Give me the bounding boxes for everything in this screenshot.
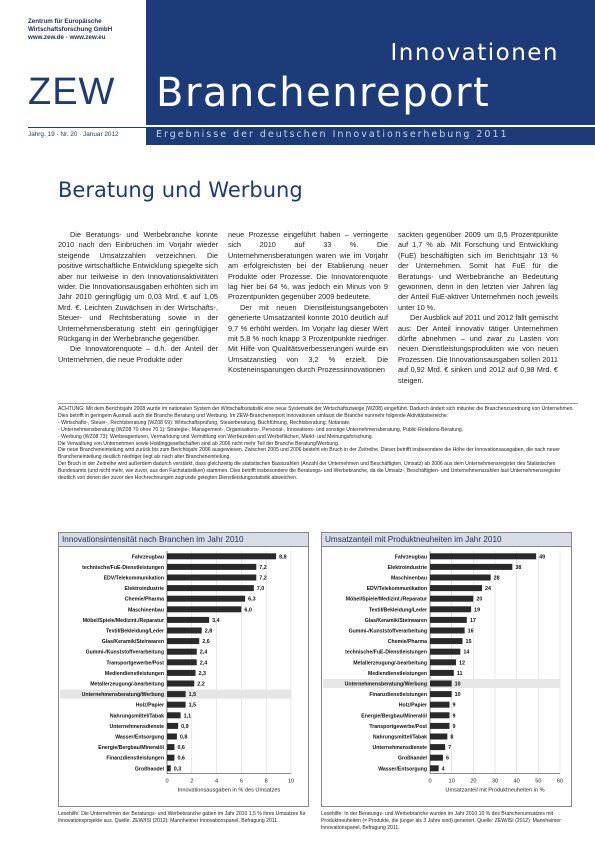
zew-logo: ZEW: [28, 71, 116, 113]
methodology-notice: [58, 403, 578, 482]
data-label: 19: [474, 607, 481, 614]
category-label: Möbel/Spiele/Medizint./Reparatur: [345, 596, 427, 603]
data-label: 2,4: [199, 660, 208, 667]
bar: [430, 681, 452, 687]
report-title-small: Innovationen: [390, 40, 559, 66]
paragraph: sackten gegenüber 2009 um 0,5 Prozentpunkte auf 1,7 % ab. Mit Forschung und Entwicklung (FuE) beschäftigten sich im Berichtsjahr 13 % der Unternehmen. Somit hat FuE für die Beratungs- und Werbebranche an Bedeutung gewonnen, denn in den letzten vier Jahren lag der Anteil FuE-aktiver Unternehmen noch jeweils unter 10 %.: [398, 230, 558, 312]
data-label: 2,2: [197, 681, 205, 688]
category-label: Unternehmensberatung/Werbung: [344, 681, 427, 688]
category-label: Metallerzeugung/-bearbeitung: [90, 681, 164, 688]
category-label: Maschinenbau: [127, 607, 164, 614]
category-label: Mediendienstleistungen: [367, 670, 427, 677]
org-url[interactable]: www.zew.de · www.zew.eu: [28, 34, 106, 41]
bar: [167, 585, 254, 591]
data-label: 9: [452, 702, 456, 709]
data-label: 1,5: [188, 692, 197, 699]
bar: [430, 585, 482, 591]
bar: [430, 734, 447, 740]
data-label: 28: [493, 575, 500, 582]
paragraph: Der Ausblick auf 2011 und 2012 fällt gemischt aus: Der Anteil innovativ tätiger Unternehmen dürfte abnehmen – und zwar zu Lasten von neuen Dienstleistungsprodukten wie von neuen Prozessen. Die Innovationsausgaben sollen 2011 auf 0,92 Mrd. € sinken und 2012 auf 0,98 Mrd. € steigen.: [398, 313, 558, 385]
bar: [167, 606, 241, 612]
bar: [167, 712, 181, 718]
data-label: 2,3: [198, 670, 207, 677]
data-label: 0,8: [179, 734, 188, 741]
data-label: 8,8: [279, 554, 287, 561]
category-label: technische/FuE-Dienstleistungen: [345, 649, 427, 656]
category-label: Maschinenbau: [390, 575, 427, 582]
x-tick-label: 4: [215, 778, 219, 785]
category-label: Unternehmensberatung/Werbung: [81, 692, 164, 699]
notice-line: Die neue Brancheneinteilung wird zurück bis zum Berichtsjahr 2006 ausgewiesen. Zwischen 2005 und 2006 besteht ein Bruch in der Zeitreihe. Dieser betrifft insbesondere die Höhe der Innovationsausgaben, die nach neuer Brancheneinteilung deutlich niedriger liegt als nach alter Brancheneinteilung.: [58, 447, 560, 461]
organization-block: [28, 18, 146, 42]
bar: [167, 659, 197, 665]
data-label: 2,8: [204, 628, 213, 635]
x-axis-label: Umsatzanteil mit Produktneuheiten in %: [445, 787, 545, 794]
bar: [430, 575, 491, 581]
category-label: Möbel/Spiele/Medizint./Reparatur: [82, 617, 164, 624]
category-label: Unternehmensdienste: [372, 745, 427, 752]
x-axis-label: Innovationsausgaben in % des Umsatzes: [177, 787, 281, 794]
data-label: 0,9: [181, 723, 189, 730]
notice-line: ACHTUNG: Mit dem Berichtsjahr 2008 wurde im nationalen System der Wirtschaftsstatistik eine neue Systematik der Wirtschaftszweige (WZ08) eingeführt. Dadurch ändert sich mitunter die Branchenzuordnung von Unternehmen. Dies betrifft in geringem Ausmaß auch die Branche Beratung und Werbung. Im ZEW-Branchenreport Innovationen umfasst die Branche nunmehr folgende Aktivitätsbereiche:: [58, 406, 574, 419]
notice-line: - Wirtschafts-, Steuer-, Rechtsberatung (WZ08 69): Wirtschaftsprüfung, Steuerberatung, Buchführung, Rechtsberatung, Notariate.: [58, 419, 351, 426]
data-label: 7,2: [259, 575, 267, 582]
category-label: Fahrzeugbau: [394, 554, 427, 561]
paragraph: Der mit neuen Dienstleistungsangeboten generierte Umsatzanteil konnte 2010 deutlich auf 9,7 % erhöht werden. Im Vorjahr lag dieser Wert mit 5,8 % noch knapp 3 Prozentpunkte niedriger. Mit Hilfe von Qualitätsverbesserungen wurde ein Umsatzanstieg von 3,2 % erzielt. Die Kosteneinsparungen durch Prozessinnovationen: [228, 302, 388, 375]
bar: [167, 596, 245, 602]
x-tick-label: 20: [470, 778, 477, 785]
bar: [167, 681, 194, 687]
bar: [430, 691, 452, 697]
bar: [430, 638, 463, 644]
bar: [167, 575, 256, 581]
bar: [167, 723, 178, 729]
data-label: 7: [448, 745, 452, 752]
data-label: 7,0: [256, 586, 265, 593]
bar: [430, 649, 460, 655]
x-tick-label: 10: [448, 778, 455, 785]
category-label: Chemie/Pharma: [124, 596, 164, 603]
chart-caption-right: Lesehilfe: In der Beratungs- und Werbebranche wurden im Jahr 2010 10 % des Branchenumsatzes mit Produktneuheiten (= Produkte, die jünger als 3 Jahre sind) generiert. Quelle: ZEW/ISI (2012): Mannheimer Innovationspanel, Befragung 2011.: [321, 811, 561, 831]
data-label: 6,3: [248, 596, 256, 603]
body-column-1: [58, 230, 218, 386]
data-label: 11: [456, 670, 463, 677]
chart-innovation-intensity: [58, 532, 309, 807]
x-tick-label: 40: [513, 778, 520, 785]
category-label: Energie/Bergbau/Mineralöl: [361, 713, 427, 720]
category-label: Nahrungsmittel/Tabak: [372, 734, 427, 741]
bar: [430, 628, 465, 634]
bar: [167, 628, 202, 634]
bar: [430, 553, 536, 559]
category-label: Holz/Papier: [135, 702, 164, 709]
x-tick-label: 30: [491, 778, 499, 785]
bar: [430, 617, 467, 623]
category-label: Großhandel: [134, 766, 164, 773]
category-label: Fahrzeugbau: [131, 554, 164, 561]
data-label: 12: [459, 660, 465, 667]
bar: [430, 744, 445, 750]
data-label: 7,2: [259, 564, 267, 571]
category-label: Holz/Papier: [398, 702, 427, 709]
category-label: Mediendienstleistungen: [104, 670, 164, 677]
bar: [167, 617, 209, 623]
chart-product-novelty-share: [321, 532, 572, 807]
bar: [167, 691, 186, 697]
bar: [167, 670, 196, 676]
data-label: 4: [441, 766, 445, 773]
bar: [430, 712, 450, 718]
notice-line: Die Verwaltung von Unternehmen sowie Holdinggesellschaften sind ab 2006 nicht mehr Teil der Branche Beratung/Werbung.: [58, 440, 340, 447]
chart-innovation-intensity-plot: [59, 547, 308, 806]
bar: [430, 755, 443, 761]
org-name-line2: Wirtschaftsforschung GmbH: [28, 26, 113, 33]
category-label: Metallerzeugung/-bearbeitung: [353, 660, 427, 667]
category-label: Glas/Keramik/Steinwaren: [364, 617, 427, 624]
data-label: 14: [463, 649, 470, 656]
data-label: 9: [452, 713, 456, 720]
bar: [167, 564, 256, 570]
notice-line: Der Bruch in der Zeitreihe wird außerdem dadurch verstärkt, dass gleichzeitig die statistischen Basiszahlen (Anzahl der Unternehmen und Beschäftigten, Umsatz) ab 2006 aus dem Unternehmensregister des Statistischen Bundesamts (und nicht mehr, wie zuvor, aus den Fachstatistiken) stammen. Dies betrifft insbesondere die Beratungs- und Werbebranche, da die Umsatz-, Beschäftigten- und Unternehmenszahlen laut Unternehmensregister deutlich von denen der zuvor den Hochrechnungen zugrunde gelegten Dienstleistungsstatistik abweichen.: [58, 461, 561, 482]
category-label: Unternehmensdienste: [109, 723, 164, 730]
data-label: 24: [485, 586, 491, 593]
paragraph: neue Prozesse eingeführt haben – verringerte sich 2010 auf 33 %. Die Unternehmensberatungen waren wie im Vorjahr am erfolgreichsten bei der Etablierung neuer Produkte oder Prozesse. Die Innovatorenquote lag hier bei 64 %, was jedoch ein Minus von 9 Prozentpunkten gegenüber 2009 bedeutete.: [228, 230, 388, 302]
bar: [167, 734, 177, 740]
category-label: EDV/Telekommunikation: [103, 575, 164, 582]
category-label: Glas/Keramik/Steinwaren: [101, 639, 164, 646]
bar: [167, 702, 186, 708]
data-label: 0,6: [177, 755, 185, 762]
report-subtitle: Ergebnisse der deutschen Innovationserhebung 2011: [156, 129, 509, 140]
x-tick-label: 0: [428, 778, 432, 785]
category-label: technische/FuE-Dienstleistungen: [82, 564, 164, 571]
x-tick-label: 6: [239, 778, 243, 785]
bar: [430, 670, 454, 676]
chart-title: Umsatzanteil mit Produktneuheiten im Jahr 2010: [322, 533, 571, 547]
bar: [430, 659, 456, 665]
category-label: Gummi-/Kunststoffverarbeitung: [348, 628, 427, 635]
data-label: 0,6: [177, 745, 185, 752]
category-label: Transportgewerbe/Post: [369, 723, 427, 730]
issue-info: Jahrg. 19 · Nr. 20 · Januar 2012: [28, 131, 119, 138]
x-tick-label: 50: [535, 778, 542, 785]
paragraph: Die Innovatorenquote – d.h. der Anteil der Unternehmen, die neue Produkte oder: [58, 344, 218, 364]
report-title: Branchenreport: [156, 70, 491, 116]
category-label: Energie/Bergbau/Mineralöl: [98, 745, 164, 752]
data-label: 49: [539, 554, 546, 561]
bar: [430, 606, 471, 612]
x-tick-label: 8: [264, 778, 268, 785]
data-label: 15: [465, 639, 472, 646]
data-label: 38: [515, 564, 522, 571]
data-label: 0,3: [173, 766, 182, 773]
bar: [430, 702, 450, 708]
body-columns: [58, 230, 578, 386]
category-label: Finanzdienstleistungen: [369, 692, 427, 699]
data-label: 1,1: [183, 713, 192, 720]
category-label: Nahrungsmittel/Tabak: [109, 713, 164, 720]
bar: [167, 765, 171, 771]
bar: [430, 564, 512, 570]
data-label: 6,0: [244, 607, 252, 614]
x-tick-label: 60: [556, 778, 564, 785]
bar: [430, 765, 439, 771]
bar: [167, 755, 174, 761]
category-label: Chemie/Pharma: [387, 639, 427, 646]
bar: [167, 553, 276, 559]
bar: [430, 596, 473, 602]
data-label: 2,4: [199, 649, 208, 656]
category-label: Finanzdienstleistungen: [106, 755, 164, 762]
data-label: 20: [476, 596, 483, 603]
data-label: 2,6: [202, 639, 210, 646]
x-tick-label: 2: [190, 778, 194, 785]
data-label: 10: [454, 692, 461, 699]
x-tick-label: 10: [287, 778, 295, 785]
org-name-line1: Zentrum für Europäische: [28, 18, 102, 25]
category-label: Elektroindustrie: [124, 586, 164, 593]
category-label: Transportgewerbe/Post: [106, 660, 164, 667]
data-label: 17: [469, 617, 476, 624]
data-label: 8: [450, 734, 454, 741]
chart-product-novelty-share-plot: [322, 547, 571, 806]
page-title: Beratung und Werbung: [58, 178, 303, 202]
category-label: Wasser/Entsorgung: [115, 734, 164, 741]
notice-line: - Werbung (WZ08 73): Werbeagenturen, Vermarktung und Vermittlung von Werbezeiten und Werbeflächen, Markt- und Meinungsforschung.: [58, 433, 374, 440]
category-label: Großhandel: [397, 755, 427, 762]
category-label: Gummi-/Kunststoffverarbeitung: [85, 649, 164, 656]
data-label: 3,4: [212, 617, 220, 624]
bar: [167, 638, 199, 644]
chart-caption-left: Lesehilfe: Die Unternehmen der Beratungs- und Werbebranche gaben im Jahr 2010 1,5 % ihres Umsatzes für Innovationsprojekte aus. Quelle: ZEW/ISI (2012): Mannheimer Innovationspanel, Befragung 2011.: [58, 811, 306, 824]
notice-line: - Unternehmensberatung (WZ08 70 ohne 70.1): Strategie-, Management-, Organisations-, Personal-, Innovations- und sonstige Unternehmensberatung, Public-Relations-Beratung.: [58, 426, 464, 433]
body-column-2: [228, 230, 388, 386]
category-label: Elektroindustrie: [387, 564, 427, 571]
x-tick-label: 0: [165, 778, 169, 785]
bar: [430, 723, 450, 729]
data-label: 16: [467, 628, 474, 635]
bar: [167, 649, 197, 655]
body-column-3: [398, 230, 558, 386]
category-label: Textil/Bekleidung/Leder: [105, 628, 164, 635]
category-label: EDV/Telekommunikation: [366, 586, 427, 593]
chart-title: Innovationsintensität nach Branchen im Jahr 2010: [59, 533, 308, 547]
data-label: 1,5: [188, 702, 197, 709]
data-label: 9: [452, 723, 456, 730]
data-label: 10: [454, 681, 461, 688]
category-label: Textil/Bekleidung/Leder: [368, 607, 427, 614]
paragraph: Die Beratungs- und Werbebranche konnte 2010 nach den Einbrüchen im Vorjahr wieder steigende Umsatzzahlen verzeichnen. Die positive wirtschaftliche Entwicklung spiegelte sich aber nur teilweise in den Innovationsaktivitäten wider. Die Innovationsausgaben erhöhten sich im Jahr 2010 geringfügig um 0,03 Mrd. € auf 1,05 Mrd. €. Leichten Zuwächsen in der Wirtschafts-, Steuer- und Rechtsberatung sowie in der Unternehmensberatung steht ein geringfügiger Rückgang in der Werbebranche gegenüber.: [58, 230, 218, 344]
bar: [167, 744, 174, 750]
category-label: Wasser/Entsorgung: [378, 766, 427, 773]
data-label: 6: [446, 755, 449, 762]
